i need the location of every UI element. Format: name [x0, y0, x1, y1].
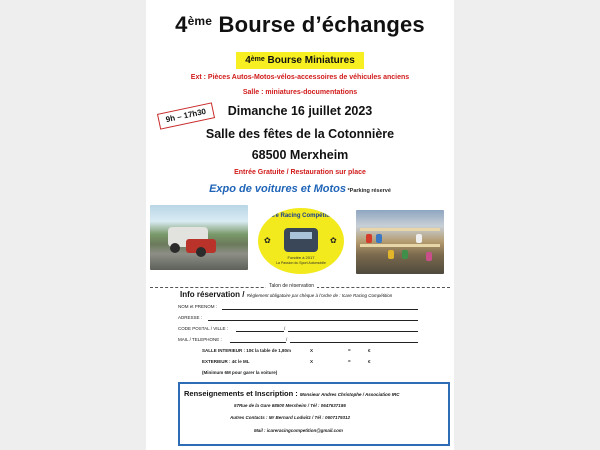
postal-city-label: CODE POSTAL / VILLE : — [178, 326, 229, 331]
mail-phone-label: MAIL / TELEPHONE : — [178, 337, 222, 342]
paw-icon: ✿ — [264, 236, 271, 245]
mail-field[interactable] — [230, 342, 286, 343]
postal-code-field[interactable] — [236, 331, 284, 332]
vintage-cars-photo — [150, 205, 248, 270]
name-label: NOM et PRENOM : — [178, 304, 218, 309]
coupon-label: Talon de réservation — [266, 283, 317, 289]
event-title: 4ème Bourse d’échanges — [175, 12, 425, 37]
contact-heading: Renseignements et Inscription : Monsieur Andres Christophe / Association IRC — [184, 389, 400, 398]
event-city: 68500 Merxheim — [251, 148, 349, 162]
expo-line: Expo de voitures et Motos *Parking réservé — [209, 183, 391, 195]
address-label: ADRESSE : — [178, 315, 203, 320]
paw-icon: ✿ — [330, 236, 337, 245]
name-field[interactable] — [222, 309, 418, 310]
city-field[interactable] — [288, 331, 418, 332]
reservation-heading: Info réservation / Règlement obligatoire par chèque à l’ordre de : Icare Racing Compétition — [180, 290, 393, 299]
subtitle-banner: 4ème Bourse Miniatures — [236, 52, 364, 69]
minimum-note: (Minimum 6M pour garer la voiture) — [202, 370, 278, 375]
event-venue: Salle des fêtes de la Cotonnière — [205, 127, 395, 141]
contact-other: Autres Contacts : Mr Bernard Lodwitz / Tél : 0607179312 — [230, 415, 351, 420]
flyer-page: 4ème Bourse d’échanges 4ème Bourse Miniatures Ext : Pièces Autos-Motos-vélos-accessoires de véhicules anciens Salle : miniatures-documentations 9h – 17h30 Dimanche 16 juillet 2023 Salle des fêtes de la Cotonnière 68500 Merxheim Entrée Gratuite / Restauration sur place Expo de voitures et Motos *Parking réservé Icare Racing Compétition Fondée à 2017 La Passion du Sport Automobile ✿ ✿ Talon de réservation Info réservation / Règlement obligatoire par chèque à l’ordre de : Icare Racing Compétition NOM et PRENOM : ADRESSE : CODE POSTAL / VILLE : / MAIL / TELEPHONE : / SALLE INTERIEUR : 10€ la table de 1,80m X = € EXTERIEUR : 4€ le ML X = € (Minimum 6M pour garer la voiture) Renseignements et Inscription : Monsieur Andres Christophe / Association IRC 57Rue de la Gare 68500 Merxheim / Tél : 0647637186 Autres Contacts : Mr Bernard Lodwitz / Tél : 0607179312 Mail : icareracingcompetition@gmail.com — [146, 0, 454, 450]
phone-field[interactable] — [290, 342, 418, 343]
miniatures-photo — [356, 210, 444, 274]
entry-info: Entrée Gratuite / Restauration sur place — [234, 169, 366, 176]
club-logo: Icare Racing Compétition Fondée à 2017 La Passion du Sport Automobile ✿ ✿ — [258, 208, 344, 274]
outdoor-price-label: EXTERIEUR : 4€ le ML — [202, 359, 250, 364]
hours-badge: 9h – 17h30 — [157, 102, 215, 129]
indoor-price-label: SALLE INTERIEUR : 10€ la table de 1,80m — [202, 348, 292, 353]
event-date: Dimanche 16 juillet 2023 — [227, 104, 373, 118]
contact-mail[interactable]: Mail : icareracingcompetition@gmail.com — [254, 428, 343, 433]
address-field[interactable] — [208, 320, 418, 321]
indoor-info: Salle : miniatures-documentations — [242, 89, 358, 96]
exterior-info: Ext : Pièces Autos-Motos-vélos-accessoires de véhicules anciens — [190, 74, 410, 81]
contact-address: 57Rue de la Gare 68500 Merxheim / Tél : 0647637186 — [234, 403, 346, 408]
